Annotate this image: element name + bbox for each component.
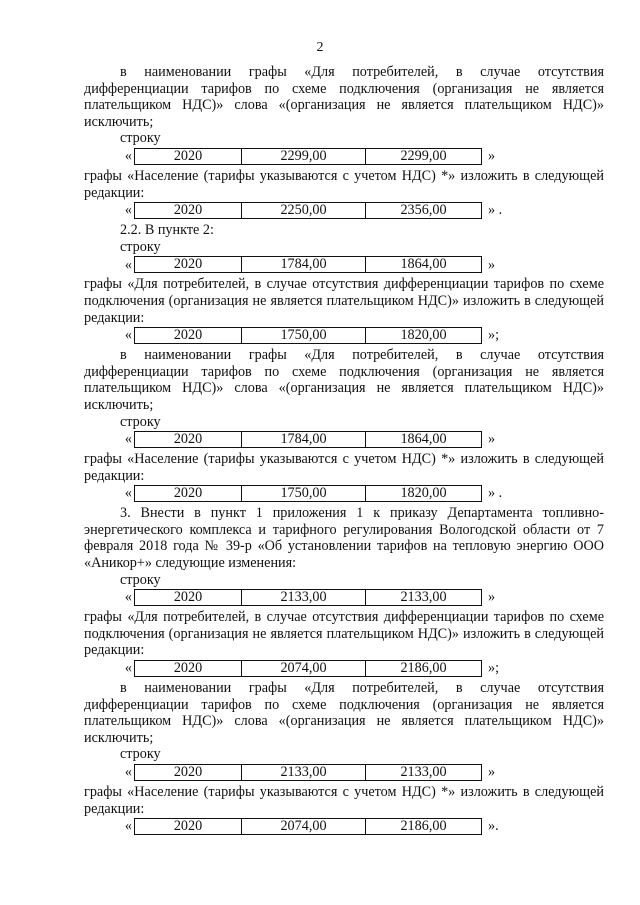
page-number: 2: [316, 40, 324, 55]
close-quote: »: [488, 256, 496, 273]
open-quote: «: [124, 327, 132, 344]
year-cell: 2020: [135, 148, 242, 164]
tariff-first-half-cell: 1750,00: [242, 486, 366, 502]
tariff-row-line: [84, 255, 604, 274]
table-row: [135, 590, 482, 606]
tariff-second-half-cell: 2133,00: [366, 590, 482, 606]
tariff-first-half-cell: 1784,00: [242, 257, 366, 273]
tariff-second-half-cell: 1864,00: [366, 432, 482, 448]
tariff-row-line: [84, 659, 604, 678]
table-row: [135, 328, 482, 344]
paragraph: в наименовании графы «Для потребителей, в случае отсутствия дифференциации тарифов по схеме подключения (организация не является плательщиком НДС)» слова «(организация не является плательщиком НДС)» исключить;: [84, 680, 604, 746]
tariff-second-half-cell: 2186,00: [366, 819, 482, 835]
tariff-first-half-cell: 1750,00: [242, 328, 366, 344]
document-body: [84, 64, 604, 838]
tariff-first-half-cell: 2074,00: [242, 819, 366, 835]
table-row: [135, 148, 482, 164]
table-row: [135, 432, 482, 448]
tariff-table: [134, 148, 482, 165]
tariff-first-half-cell: 2133,00: [242, 765, 366, 781]
tariff-second-half-cell: 2186,00: [366, 661, 482, 677]
section-label: строку: [120, 130, 161, 147]
open-quote: «: [124, 148, 132, 165]
close-quote: »: [488, 764, 496, 781]
section-label: строку: [120, 746, 161, 763]
tariff-table: [134, 256, 482, 273]
tariff-second-half-cell: 1820,00: [366, 328, 482, 344]
tariff-first-half-cell: 2074,00: [242, 661, 366, 677]
paragraph: 3. Внести в пункт 1 приложения 1 к приказу Департамента топливно-энергетического комплекса и тарифного регулирования Вологодской области от 7 февраля 2018 года № 39-р «Об установлении тарифов на тепловую энергию ООО «Аникор+» следующие изменения:: [84, 505, 604, 572]
tariff-table: [134, 202, 482, 219]
section-label: строку: [120, 238, 161, 255]
tariff-first-half-cell: 2299,00: [242, 148, 366, 164]
close-quote: »;: [488, 660, 500, 677]
tariff-table: [134, 327, 482, 344]
open-quote: «: [124, 818, 132, 835]
tariff-first-half-cell: 1784,00: [242, 432, 366, 448]
table-row: [135, 661, 482, 677]
tariff-row-line: [84, 147, 604, 166]
paragraph: графы «Население (тарифы указываются с учетом НДС) *» изложить в следующей редакции:: [84, 784, 604, 817]
year-cell: 2020: [135, 257, 242, 273]
tariff-table: [134, 589, 482, 606]
section-label: 2.2. В пункте 2:: [120, 222, 214, 239]
year-cell: 2020: [135, 765, 242, 781]
tariff-second-half-cell: 1864,00: [366, 257, 482, 273]
tariff-table: [134, 431, 482, 448]
year-cell: 2020: [135, 328, 242, 344]
tariff-second-half-cell: 1820,00: [366, 486, 482, 502]
year-cell: 2020: [135, 819, 242, 835]
year-cell: 2020: [135, 203, 242, 219]
tariff-row-line: [84, 430, 604, 449]
close-quote: » .: [488, 485, 503, 502]
paragraph: графы «Для потребителей, в случае отсутствия дифференциации тарифов по схеме подключения (организация не является плательщиком НДС)» изложить в следующей редакции:: [84, 276, 604, 326]
tariff-row-line: [84, 763, 604, 782]
tariff-first-half-cell: 2133,00: [242, 590, 366, 606]
open-quote: «: [124, 764, 132, 781]
year-cell: 2020: [135, 432, 242, 448]
close-quote: » .: [488, 202, 503, 219]
table-row: [135, 203, 482, 219]
tariff-row-line: [84, 201, 604, 220]
tariff-table: [134, 818, 482, 835]
tariff-table: [134, 764, 482, 781]
open-quote: «: [124, 256, 132, 273]
close-quote: »: [488, 589, 496, 606]
table-row: [135, 486, 482, 502]
paragraph: в наименовании графы «Для потребителей, в случае отсутствия дифференциации тарифов по схеме подключения (организация не является плательщиком НДС)» слова «(организация не является плательщиком НДС)» исключить;: [84, 347, 604, 413]
close-quote: »;: [488, 327, 500, 344]
section-label: строку: [120, 571, 161, 588]
close-quote: »: [488, 148, 496, 165]
tariff-second-half-cell: 2133,00: [366, 765, 482, 781]
table-row: [135, 819, 482, 835]
open-quote: «: [124, 660, 132, 677]
year-cell: 2020: [135, 590, 242, 606]
open-quote: «: [124, 202, 132, 219]
paragraph: графы «Для потребителей, в случае отсутствия дифференциации тарифов по схеме подключения (организация не является плательщиком НДС)» изложить в следующей редакции:: [84, 609, 604, 659]
paragraph: в наименовании графы «Для потребителей, в случае отсутствия дифференциации тарифов по схеме подключения (организация не является плательщиком НДС)» слова «(организация не является плательщиком НДС)» исключить;: [84, 64, 604, 130]
close-quote: ».: [488, 818, 499, 835]
tariff-table: [134, 485, 482, 502]
paragraph: графы «Население (тарифы указываются с учетом НДС) *» изложить в следующей редакции:: [84, 167, 604, 201]
tariff-row-line: [84, 817, 604, 836]
year-cell: 2020: [135, 661, 242, 677]
tariff-second-half-cell: 2299,00: [366, 148, 482, 164]
year-cell: 2020: [135, 486, 242, 502]
close-quote: »: [488, 431, 496, 448]
tariff-second-half-cell: 2356,00: [366, 203, 482, 219]
tariff-first-half-cell: 2250,00: [242, 203, 366, 219]
table-row: [135, 765, 482, 781]
tariff-table: [134, 660, 482, 677]
tariff-row-line: [84, 484, 604, 503]
open-quote: «: [124, 485, 132, 502]
open-quote: «: [124, 589, 132, 606]
open-quote: «: [124, 431, 132, 448]
tariff-row-line: [84, 326, 604, 345]
paragraph: графы «Население (тарифы указываются с учетом НДС) *» изложить в следующей редакции:: [84, 451, 604, 484]
table-row: [135, 257, 482, 273]
tariff-row-line: [84, 588, 604, 607]
section-label: строку: [120, 413, 161, 430]
